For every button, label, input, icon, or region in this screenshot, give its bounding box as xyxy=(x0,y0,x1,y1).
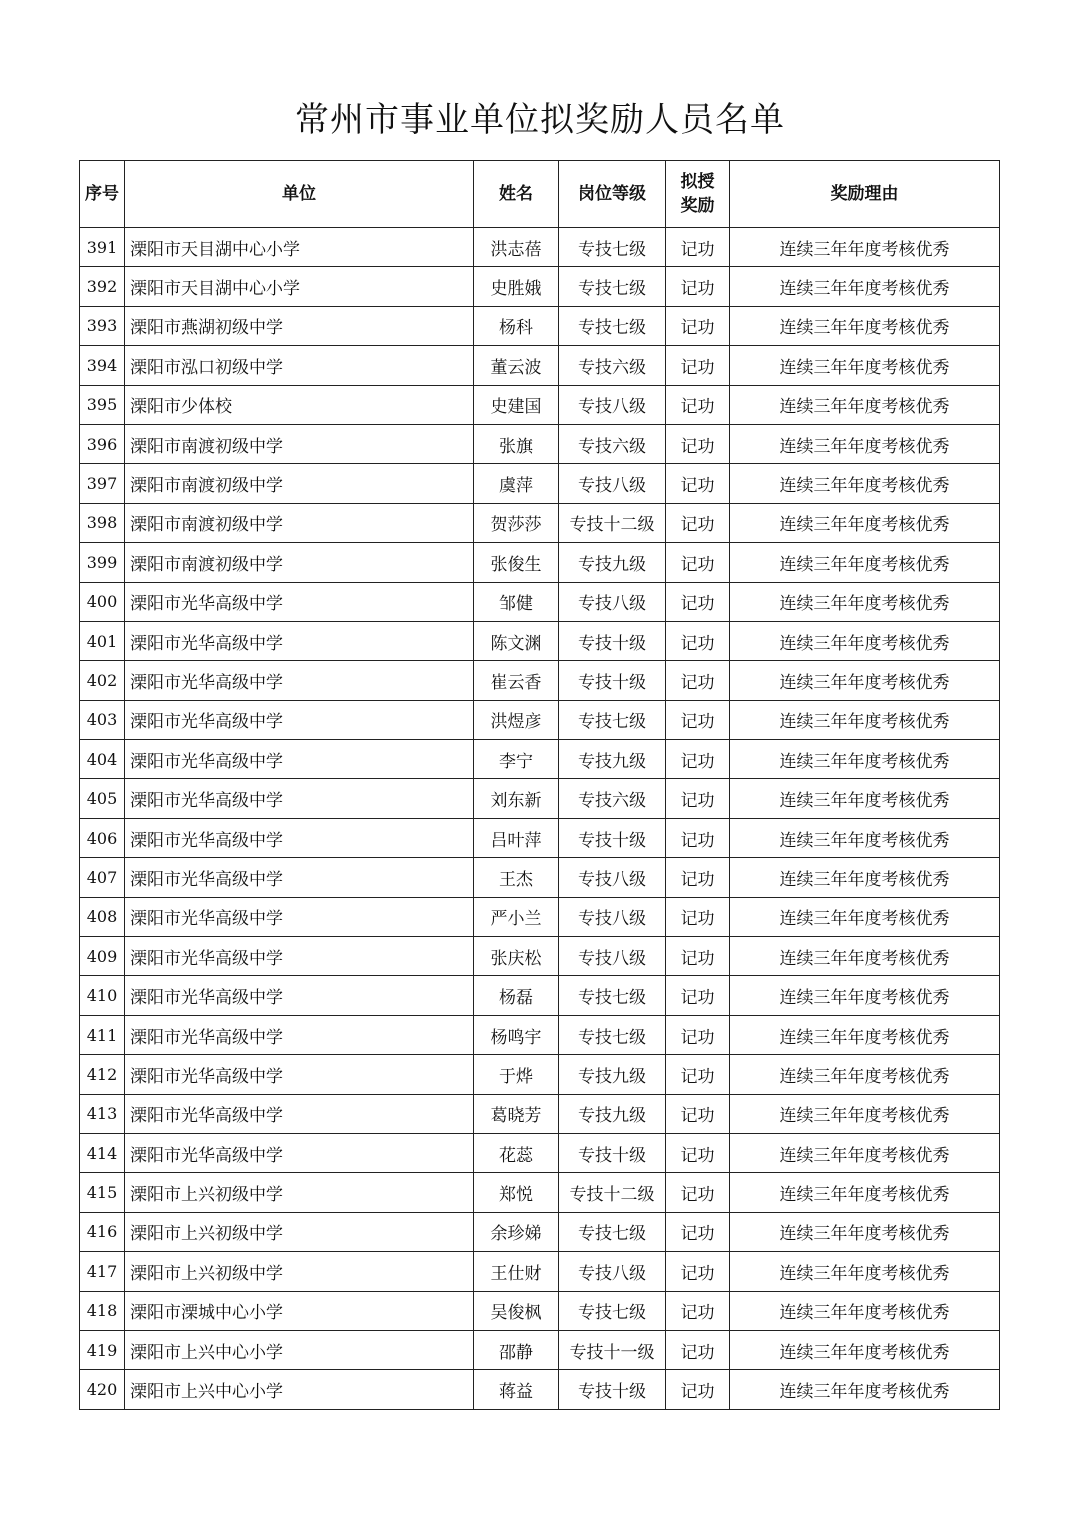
cell-seq: 393 xyxy=(80,306,125,345)
cell-grade: 专技九级 xyxy=(559,740,666,779)
cell-unit: 溧阳市上兴初级中学 xyxy=(125,1173,474,1212)
cell-name: 蒋益 xyxy=(474,1370,559,1409)
cell-grade: 专技十二级 xyxy=(559,1173,666,1212)
cell-reason: 连续三年年度考核优秀 xyxy=(730,543,1000,582)
cell-award: 记功 xyxy=(666,1094,730,1133)
cell-reason: 连续三年年度考核优秀 xyxy=(730,937,1000,976)
cell-unit: 溧阳市南渡初级中学 xyxy=(125,543,474,582)
table-row xyxy=(80,1252,1000,1291)
table-row xyxy=(80,582,1000,621)
cell-name: 董云波 xyxy=(474,346,559,385)
cell-name: 刘东新 xyxy=(474,779,559,818)
table-row xyxy=(80,543,1000,582)
cell-seq: 415 xyxy=(80,1173,125,1212)
table-row xyxy=(80,937,1000,976)
header-award-line2: 奖励 xyxy=(680,196,715,216)
cell-award: 记功 xyxy=(666,1252,730,1291)
cell-reason: 连续三年年度考核优秀 xyxy=(730,1094,1000,1133)
cell-name: 张俊生 xyxy=(474,543,559,582)
cell-seq: 418 xyxy=(80,1291,125,1330)
cell-seq: 419 xyxy=(80,1330,125,1369)
cell-reason: 连续三年年度考核优秀 xyxy=(730,621,1000,660)
table-row xyxy=(80,700,1000,739)
cell-award: 记功 xyxy=(666,937,730,976)
cell-seq: 405 xyxy=(80,779,125,818)
cell-grade: 专技十级 xyxy=(559,621,666,660)
cell-name: 余珍娣 xyxy=(474,1212,559,1251)
cell-seq: 406 xyxy=(80,818,125,857)
cell-reason: 连续三年年度考核优秀 xyxy=(730,385,1000,424)
cell-seq: 410 xyxy=(80,976,125,1015)
header-award xyxy=(666,161,730,228)
cell-grade: 专技八级 xyxy=(559,464,666,503)
cell-reason: 连续三年年度考核优秀 xyxy=(730,1370,1000,1409)
cell-reason: 连续三年年度考核优秀 xyxy=(730,897,1000,936)
cell-seq: 391 xyxy=(80,228,125,267)
cell-award: 记功 xyxy=(666,897,730,936)
cell-unit: 溧阳市光华高级中学 xyxy=(125,937,474,976)
cell-award: 记功 xyxy=(666,346,730,385)
cell-grade: 专技十级 xyxy=(559,661,666,700)
cell-reason: 连续三年年度考核优秀 xyxy=(730,1291,1000,1330)
header-award-line1: 拟授 xyxy=(680,172,715,192)
table-row xyxy=(80,424,1000,463)
cell-grade: 专技七级 xyxy=(559,267,666,306)
table-row xyxy=(80,1291,1000,1330)
cell-grade: 专技十级 xyxy=(559,1370,666,1409)
cell-name: 葛晓芳 xyxy=(474,1094,559,1133)
cell-award: 记功 xyxy=(666,1291,730,1330)
cell-name: 史胜娥 xyxy=(474,267,559,306)
cell-award: 记功 xyxy=(666,582,730,621)
cell-name: 吴俊枫 xyxy=(474,1291,559,1330)
cell-unit: 溧阳市光华高级中学 xyxy=(125,621,474,660)
cell-unit: 溧阳市光华高级中学 xyxy=(125,1015,474,1054)
cell-reason: 连续三年年度考核优秀 xyxy=(730,1212,1000,1251)
cell-grade: 专技九级 xyxy=(559,1094,666,1133)
cell-seq: 417 xyxy=(80,1252,125,1291)
table-row xyxy=(80,346,1000,385)
table-row xyxy=(80,228,1000,267)
award-roster-table xyxy=(79,160,1000,1410)
cell-award: 记功 xyxy=(666,1173,730,1212)
table-row xyxy=(80,267,1000,306)
cell-unit: 溧阳市光华高级中学 xyxy=(125,661,474,700)
cell-grade: 专技六级 xyxy=(559,424,666,463)
cell-seq: 403 xyxy=(80,700,125,739)
cell-reason: 连续三年年度考核优秀 xyxy=(730,306,1000,345)
cell-reason: 连续三年年度考核优秀 xyxy=(730,1330,1000,1369)
table-body xyxy=(80,228,1000,1410)
cell-grade: 专技八级 xyxy=(559,897,666,936)
cell-award: 记功 xyxy=(666,661,730,700)
cell-seq: 392 xyxy=(80,267,125,306)
cell-name: 于烨 xyxy=(474,1055,559,1094)
cell-reason: 连续三年年度考核优秀 xyxy=(730,779,1000,818)
table-row xyxy=(80,779,1000,818)
table-row xyxy=(80,621,1000,660)
cell-reason: 连续三年年度考核优秀 xyxy=(730,661,1000,700)
cell-unit: 溧阳市光华高级中学 xyxy=(125,1094,474,1133)
cell-unit: 溧阳市少体校 xyxy=(125,385,474,424)
cell-name: 洪志蓓 xyxy=(474,228,559,267)
cell-grade: 专技七级 xyxy=(559,306,666,345)
cell-award: 记功 xyxy=(666,621,730,660)
cell-seq: 397 xyxy=(80,464,125,503)
cell-reason: 连续三年年度考核优秀 xyxy=(730,700,1000,739)
cell-award: 记功 xyxy=(666,1370,730,1409)
table-row xyxy=(80,1055,1000,1094)
cell-name: 吕叶萍 xyxy=(474,818,559,857)
cell-name: 郑悦 xyxy=(474,1173,559,1212)
cell-grade: 专技八级 xyxy=(559,1252,666,1291)
cell-grade: 专技七级 xyxy=(559,1015,666,1054)
cell-unit: 溧阳市上兴初级中学 xyxy=(125,1212,474,1251)
cell-name: 杨磊 xyxy=(474,976,559,1015)
cell-grade: 专技八级 xyxy=(559,582,666,621)
cell-seq: 400 xyxy=(80,582,125,621)
cell-award: 记功 xyxy=(666,779,730,818)
cell-name: 邹健 xyxy=(474,582,559,621)
cell-name: 花蕊 xyxy=(474,1133,559,1172)
header-reason: 奖励理由 xyxy=(730,161,1000,228)
cell-seq: 401 xyxy=(80,621,125,660)
cell-grade: 专技七级 xyxy=(559,228,666,267)
cell-award: 记功 xyxy=(666,424,730,463)
cell-grade: 专技九级 xyxy=(559,1055,666,1094)
cell-seq: 409 xyxy=(80,937,125,976)
cell-award: 记功 xyxy=(666,306,730,345)
cell-unit: 溧阳市光华高级中学 xyxy=(125,818,474,857)
cell-grade: 专技七级 xyxy=(559,1212,666,1251)
cell-grade: 专技十级 xyxy=(559,1133,666,1172)
cell-unit: 溧阳市天目湖中心小学 xyxy=(125,228,474,267)
cell-unit: 溧阳市上兴中心小学 xyxy=(125,1330,474,1369)
header-name: 姓名 xyxy=(474,161,559,228)
table-row xyxy=(80,818,1000,857)
cell-unit: 溧阳市南渡初级中学 xyxy=(125,503,474,542)
header-unit: 单位 xyxy=(125,161,474,228)
cell-unit: 溧阳市天目湖中心小学 xyxy=(125,267,474,306)
cell-unit: 溧阳市光华高级中学 xyxy=(125,976,474,1015)
cell-seq: 407 xyxy=(80,858,125,897)
table-row xyxy=(80,1133,1000,1172)
cell-reason: 连续三年年度考核优秀 xyxy=(730,976,1000,1015)
cell-reason: 连续三年年度考核优秀 xyxy=(730,818,1000,857)
cell-grade: 专技十级 xyxy=(559,818,666,857)
cell-reason: 连续三年年度考核优秀 xyxy=(730,1173,1000,1212)
cell-seq: 408 xyxy=(80,897,125,936)
cell-seq: 399 xyxy=(80,543,125,582)
cell-name: 杨科 xyxy=(474,306,559,345)
cell-name: 张庆松 xyxy=(474,937,559,976)
cell-name: 王仕财 xyxy=(474,1252,559,1291)
cell-seq: 395 xyxy=(80,385,125,424)
table-row xyxy=(80,1330,1000,1369)
cell-reason: 连续三年年度考核优秀 xyxy=(730,228,1000,267)
cell-reason: 连续三年年度考核优秀 xyxy=(730,1252,1000,1291)
cell-seq: 394 xyxy=(80,346,125,385)
cell-seq: 413 xyxy=(80,1094,125,1133)
cell-grade: 专技八级 xyxy=(559,937,666,976)
cell-grade: 专技九级 xyxy=(559,543,666,582)
cell-award: 记功 xyxy=(666,385,730,424)
cell-seq: 396 xyxy=(80,424,125,463)
table-row xyxy=(80,976,1000,1015)
table-row xyxy=(80,740,1000,779)
table-row xyxy=(80,1173,1000,1212)
cell-name: 杨鸣宇 xyxy=(474,1015,559,1054)
cell-seq: 420 xyxy=(80,1370,125,1409)
cell-seq: 404 xyxy=(80,740,125,779)
cell-reason: 连续三年年度考核优秀 xyxy=(730,1055,1000,1094)
table-row xyxy=(80,1212,1000,1251)
cell-grade: 专技八级 xyxy=(559,858,666,897)
cell-reason: 连续三年年度考核优秀 xyxy=(730,267,1000,306)
cell-name: 王杰 xyxy=(474,858,559,897)
table-row xyxy=(80,1370,1000,1409)
cell-name: 虞萍 xyxy=(474,464,559,503)
table-row xyxy=(80,385,1000,424)
table-row xyxy=(80,464,1000,503)
cell-unit: 溧阳市光华高级中学 xyxy=(125,858,474,897)
cell-reason: 连续三年年度考核优秀 xyxy=(730,858,1000,897)
cell-unit: 溧阳市南渡初级中学 xyxy=(125,424,474,463)
cell-name: 洪煜彦 xyxy=(474,700,559,739)
cell-name: 邵静 xyxy=(474,1330,559,1369)
cell-name: 史建国 xyxy=(474,385,559,424)
cell-grade: 专技七级 xyxy=(559,700,666,739)
cell-grade: 专技十一级 xyxy=(559,1330,666,1369)
table-row xyxy=(80,858,1000,897)
header-seq: 序号 xyxy=(80,161,125,228)
page-title: 常州市事业单位拟奖励人员名单 xyxy=(295,100,785,140)
cell-unit: 溧阳市光华高级中学 xyxy=(125,897,474,936)
cell-unit: 溧阳市上兴中心小学 xyxy=(125,1370,474,1409)
cell-unit: 溧阳市光华高级中学 xyxy=(125,582,474,621)
cell-reason: 连续三年年度考核优秀 xyxy=(730,582,1000,621)
table-header-row xyxy=(80,161,1000,228)
cell-name: 张旗 xyxy=(474,424,559,463)
cell-reason: 连续三年年度考核优秀 xyxy=(730,503,1000,542)
cell-unit: 溧阳市南渡初级中学 xyxy=(125,464,474,503)
cell-award: 记功 xyxy=(666,1212,730,1251)
cell-award: 记功 xyxy=(666,543,730,582)
cell-reason: 连续三年年度考核优秀 xyxy=(730,464,1000,503)
cell-award: 记功 xyxy=(666,464,730,503)
cell-seq: 412 xyxy=(80,1055,125,1094)
table-row xyxy=(80,306,1000,345)
cell-award: 记功 xyxy=(666,818,730,857)
cell-award: 记功 xyxy=(666,267,730,306)
header-grade: 岗位等级 xyxy=(559,161,666,228)
cell-unit: 溧阳市燕湖初级中学 xyxy=(125,306,474,345)
cell-reason: 连续三年年度考核优秀 xyxy=(730,346,1000,385)
cell-seq: 402 xyxy=(80,661,125,700)
cell-name: 贺莎莎 xyxy=(474,503,559,542)
cell-award: 记功 xyxy=(666,1133,730,1172)
cell-name: 严小兰 xyxy=(474,897,559,936)
cell-seq: 416 xyxy=(80,1212,125,1251)
cell-grade: 专技七级 xyxy=(559,976,666,1015)
cell-award: 记功 xyxy=(666,740,730,779)
cell-name: 崔云香 xyxy=(474,661,559,700)
cell-award: 记功 xyxy=(666,858,730,897)
cell-grade: 专技六级 xyxy=(559,779,666,818)
cell-seq: 398 xyxy=(80,503,125,542)
cell-award: 记功 xyxy=(666,1055,730,1094)
cell-grade: 专技七级 xyxy=(559,1291,666,1330)
cell-name: 李宁 xyxy=(474,740,559,779)
cell-unit: 溧阳市光华高级中学 xyxy=(125,700,474,739)
cell-unit: 溧阳市光华高级中学 xyxy=(125,1055,474,1094)
table-row xyxy=(80,897,1000,936)
cell-unit: 溧阳市光华高级中学 xyxy=(125,779,474,818)
cell-award: 记功 xyxy=(666,1330,730,1369)
cell-seq: 414 xyxy=(80,1133,125,1172)
cell-grade: 专技十二级 xyxy=(559,503,666,542)
cell-unit: 溧阳市泓口初级中学 xyxy=(125,346,474,385)
cell-award: 记功 xyxy=(666,700,730,739)
table-row xyxy=(80,503,1000,542)
cell-award: 记功 xyxy=(666,228,730,267)
cell-name: 陈文渊 xyxy=(474,621,559,660)
table-row xyxy=(80,1015,1000,1054)
cell-reason: 连续三年年度考核优秀 xyxy=(730,424,1000,463)
cell-grade: 专技六级 xyxy=(559,346,666,385)
cell-unit: 溧阳市溧城中心小学 xyxy=(125,1291,474,1330)
table-row xyxy=(80,1094,1000,1133)
cell-unit: 溧阳市光华高级中学 xyxy=(125,740,474,779)
cell-seq: 411 xyxy=(80,1015,125,1054)
cell-reason: 连续三年年度考核优秀 xyxy=(730,1133,1000,1172)
cell-award: 记功 xyxy=(666,1015,730,1054)
cell-award: 记功 xyxy=(666,503,730,542)
cell-unit: 溧阳市光华高级中学 xyxy=(125,1133,474,1172)
table-row xyxy=(80,661,1000,700)
cell-grade: 专技八级 xyxy=(559,385,666,424)
cell-unit: 溧阳市上兴初级中学 xyxy=(125,1252,474,1291)
cell-reason: 连续三年年度考核优秀 xyxy=(730,1015,1000,1054)
cell-award: 记功 xyxy=(666,976,730,1015)
cell-reason: 连续三年年度考核优秀 xyxy=(730,740,1000,779)
